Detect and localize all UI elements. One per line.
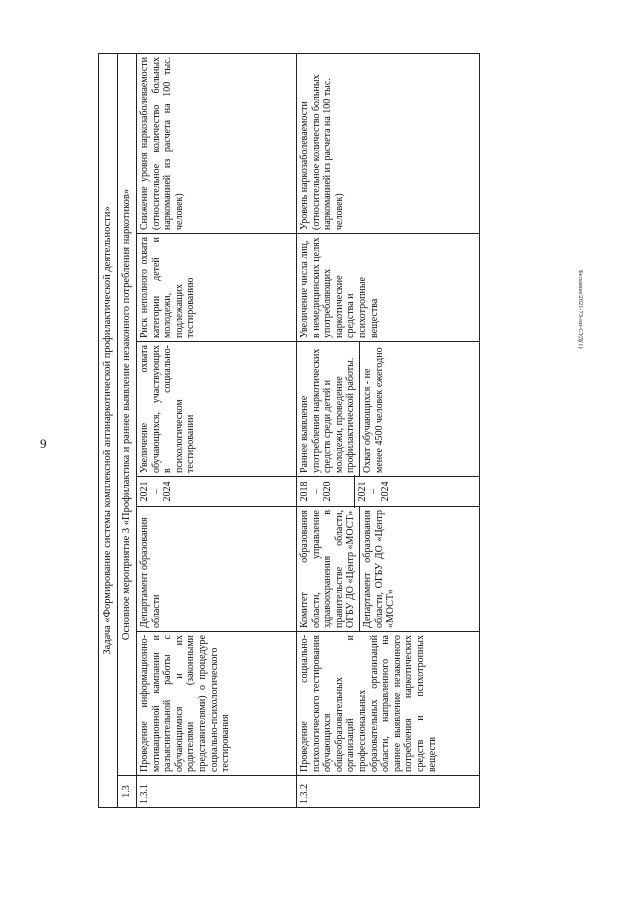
rotated-table-wrapper — [98, 54, 480, 808]
row-measure-name: Проведение информационно-мотивационной кампании и разъяснительной работы с обучающимися и их родителями (законными представителями) о процедуре социально-психологического тестирования — [137, 632, 297, 776]
row-risk: Риск неполного охвата категории детей и молодежи, подлежащих тестированию — [137, 234, 297, 342]
row-risk: Увеличение числа лиц, в немедицинских целях употребляющих наркотические средства и психотропные вещества — [297, 234, 480, 342]
row-result-2: Охват обучающихся - не менее 4500 человек ежегодно — [359, 342, 385, 476]
row-indicator: Уровень наркозаболеваемости (относительное количество больных наркоманией из расчета на 100 тыс. человек) — [297, 53, 480, 233]
row-years-2: 2021 – 2024 — [354, 475, 392, 508]
footer-code: Беламон/2021-73-пп-СУД(1) — [577, 270, 584, 349]
page-number: 9 — [40, 436, 47, 451]
row-result — [297, 342, 480, 477]
task-title: Задача «Формирование системы комплексной антинаркотической профилактической деятельности» — [99, 53, 118, 807]
table-row — [137, 53, 297, 807]
row-result: Увеличение охвата обучающихся, участвующих в социально-психологическом тестировании — [137, 342, 297, 477]
row-executor: Департамент образования области — [137, 507, 297, 632]
measure-title: Основное мероприятие 3 «Профилактика и раннее выявление незаконного потребления наркотиков» — [118, 53, 137, 775]
row-years — [297, 477, 480, 507]
measure-number: 1.3 — [118, 776, 137, 808]
row-indicator: Снижение уровня наркозаболеваемости (относительное количество больных наркоманией из расчета на 100 тыс. человек) — [137, 53, 297, 233]
row-years-1: 2018 – 2020 — [299, 481, 334, 502]
row-result-1: Раннее выявление употребления наркотических средств среди детей и молодежи, проведение профилактической работы. — [299, 348, 357, 473]
row-number: 1.3.1 — [137, 776, 297, 808]
row-executor-2: Департамент образования области, ОГБУ ДО «Центр «МОСТ» — [359, 507, 397, 631]
row-executor-1: Комитет образования области, управление здравоохранения в правительстве области, ОГБУ ДО «Центр «МОСТ» — [299, 510, 357, 628]
row-number: 1.3.2 — [297, 776, 480, 808]
row-years: 2021 – 2024 — [137, 477, 297, 507]
measure-row — [118, 53, 137, 807]
table-row — [297, 53, 480, 807]
task-row — [99, 53, 118, 807]
row-executor — [297, 507, 480, 632]
program-table — [98, 53, 480, 808]
row-measure-name: Проведение социально-психологического тестирования обучающихся общеобразовательных организаций и профессиональных образовательных организаций области, направленного на раннее выявление незаконного потребления наркотических средств и психотропных веществ — [297, 632, 480, 776]
